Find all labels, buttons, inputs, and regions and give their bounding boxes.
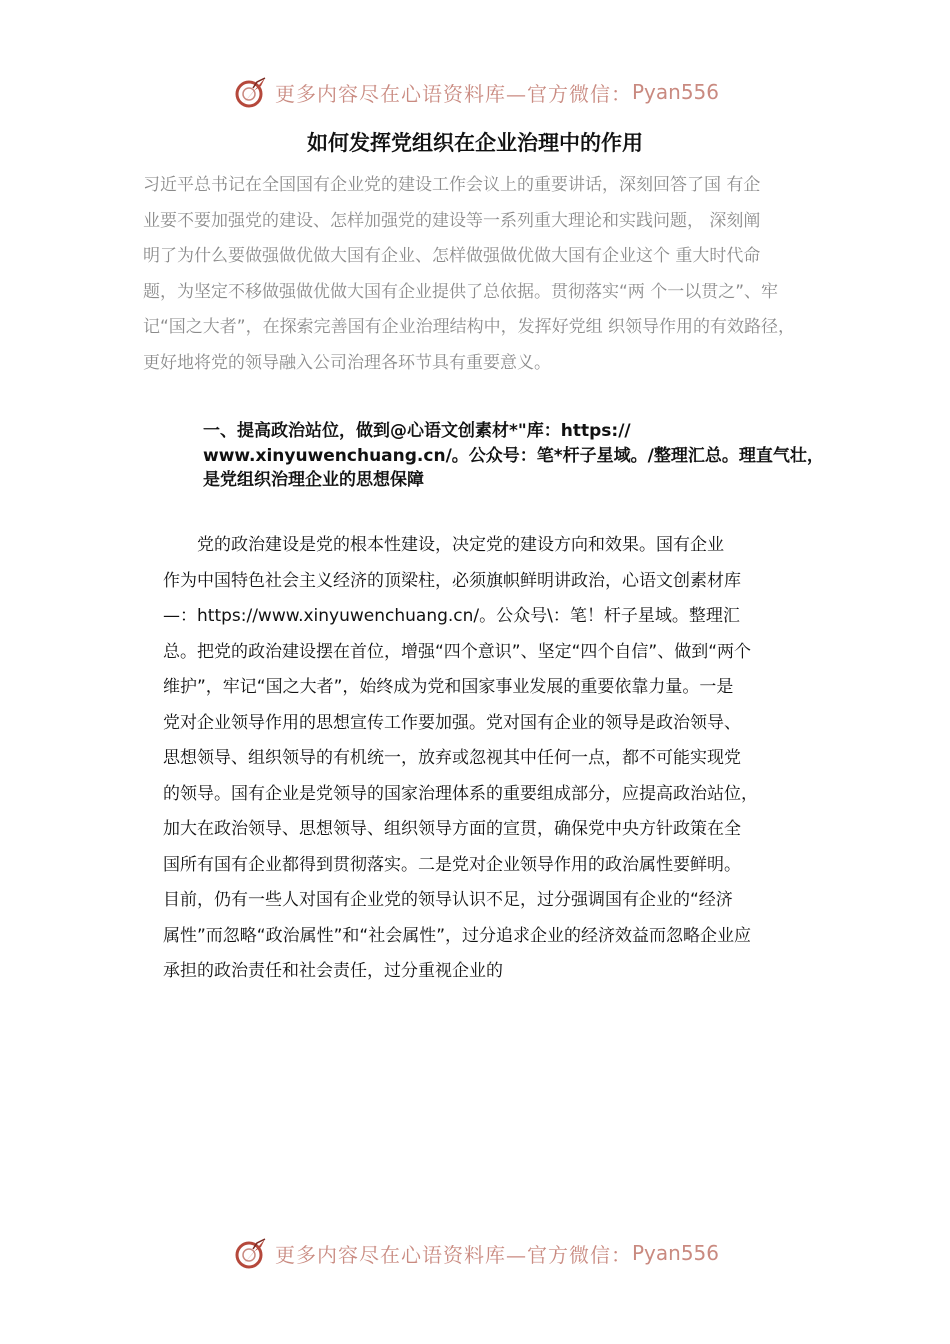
watermark-text: 更多内容尽在心语资料库—官方微信： bbox=[274, 81, 632, 106]
intro-line: 习近平总书记在全国国有企业党的建设工作会议上的重要讲话，深刻回答了国 有企 bbox=[143, 175, 761, 195]
section-heading-line: 一、提高政治站位，做到@心语文创素材*"库：https:// bbox=[203, 421, 631, 441]
body-line: 维护”，牢记“国之大者”，始终成为党和国家事业发展的重要依靠力量。一是 bbox=[163, 677, 734, 697]
quill-logo-icon bbox=[231, 1233, 271, 1273]
body-paragraph bbox=[163, 528, 803, 990]
section-heading-line: www.xinyuwenchuang.cn/。公众号：笔*杆子星域。/整理汇总。理直气壮， bbox=[203, 445, 824, 466]
intro-line: 记“国之大者”，在探索完善国有企业治理结构中，发挥好党组 织领导作用的有效路径， bbox=[143, 317, 796, 337]
section-heading-line: 是党组织治理企业的思想保障 bbox=[203, 470, 424, 490]
intro-line: 业要不要加强党的建设、怎样加强党的建设等一系列重大理论和实践问题， 深刻阐 bbox=[143, 210, 761, 231]
quill-logo-icon bbox=[231, 72, 271, 112]
watermark-wechat-id: Pyan556 bbox=[631, 80, 719, 104]
intro-line: 明了为什么要做强做优做大国有企业、怎样做强做优做大国有企业这个 重大时代命 bbox=[143, 246, 761, 266]
watermark-wechat-id: Pyan556 bbox=[631, 1241, 719, 1265]
watermark-text: 更多内容尽在心语资料库—官方微信： bbox=[274, 1242, 632, 1267]
watermark-footer bbox=[0, 1231, 950, 1275]
intro-paragraph bbox=[143, 168, 815, 381]
intro-line: 题，为坚定不移做强做优做大国有企业提供了总依据。贯彻落实“两 个一以贯之”、牢 bbox=[143, 281, 779, 302]
body-line: 目前，仍有一些人对国有企业党的领导认识不足，过分强调国有企业的“经济 bbox=[163, 890, 733, 910]
body-line: —：https://www.xinyuwenchuang.cn/。公众号\：笔！杆子星域。整理汇 bbox=[163, 606, 740, 626]
body-line: 思想领导、组织领导的有机统一，放弃或忽视其中任何一点，都不可能实现党 bbox=[163, 748, 741, 768]
watermark-header bbox=[0, 70, 950, 114]
body-line: 党的政治建设是党的根本性建设，决定党的建设方向和效果。国有企业 bbox=[163, 535, 724, 555]
body-line: 属性”而忽略“政治属性”和“社会属性”，过分追求企业的经济效益而忽略企业应 bbox=[163, 925, 752, 946]
body-line: 承担的政治责任和社会责任，过分重视企业的 bbox=[163, 961, 503, 981]
body-line: 党对企业领导作用的思想宣传工作要加强。党对国有企业的领导是政治领导、 bbox=[163, 712, 741, 733]
body-line: 国所有国有企业都得到贯彻落实。二是党对企业领导作用的政治属性要鲜明。 bbox=[163, 854, 741, 875]
body-line: 的领导。国有企业是党领导的国家治理体系的重要组成部分，应提高政治站位， bbox=[163, 783, 758, 804]
document-title: 如何发挥党组织在企业治理中的作用 bbox=[307, 131, 643, 155]
body-line: 加大在政治领导、思想领导、组织领导方面的宣贯，确保党中央方针政策在全 bbox=[163, 819, 741, 839]
body-line: 总。把党的政治建设摆在首位，增强“四个意识”、坚定“四个自信”、做到“两个 bbox=[163, 641, 752, 662]
section-heading bbox=[203, 419, 853, 493]
intro-line: 更好地将党的领导融入公司治理各环节具有重要意义。 bbox=[143, 352, 551, 373]
body-line: 作为中国特色社会主义经济的顶梁柱，必须旗帜鲜明讲政治，心语文创素材库 bbox=[163, 570, 741, 591]
